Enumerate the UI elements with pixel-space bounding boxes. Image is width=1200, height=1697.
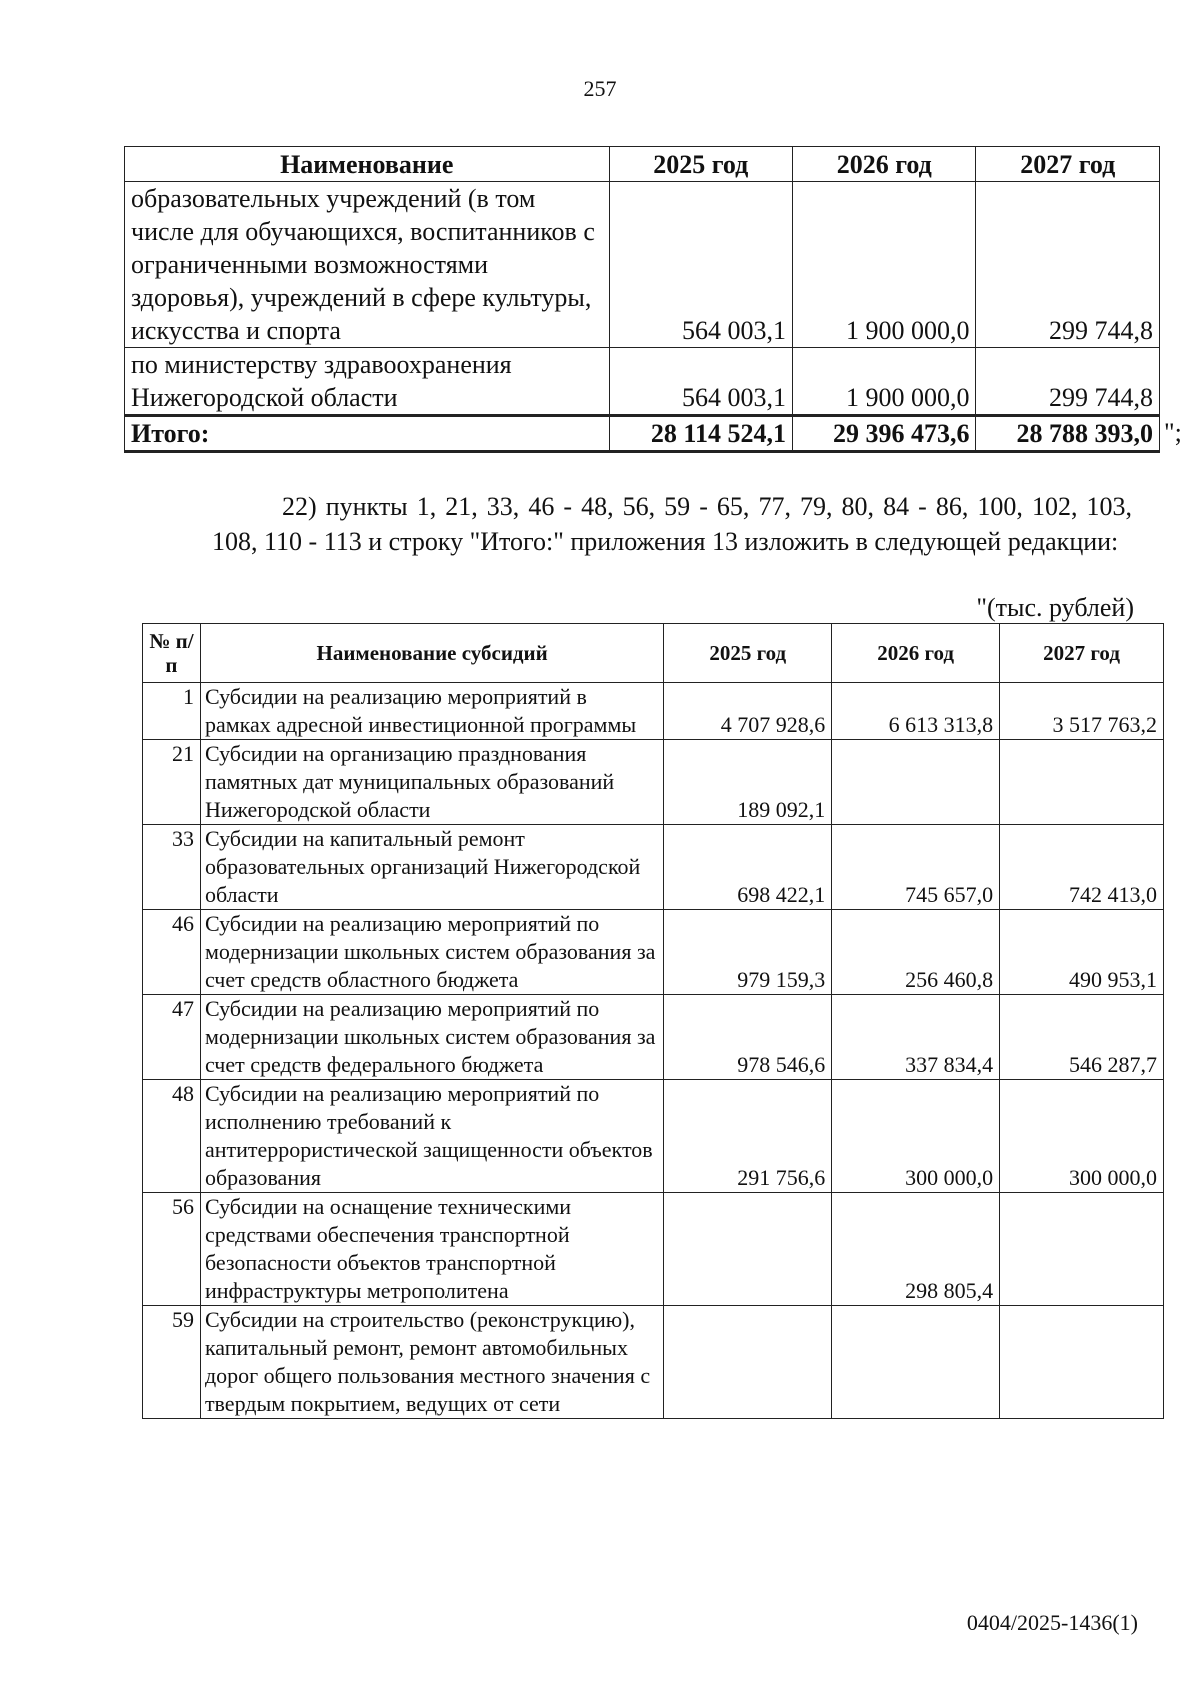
value-2025: 978 546,6 bbox=[664, 995, 832, 1080]
value-2027 bbox=[1000, 1306, 1164, 1419]
value-2027 bbox=[1000, 1193, 1164, 1306]
value-2025: 698 422,1 bbox=[664, 825, 832, 910]
table2-header-row bbox=[143, 624, 1164, 683]
table-row bbox=[143, 1193, 1164, 1306]
units-label: "(тыс. рублей) bbox=[976, 593, 1134, 622]
header-2025: 2025 год bbox=[609, 147, 792, 182]
total-2026: 29 396 473,6 bbox=[792, 416, 975, 452]
subsidy-name: Субсидии на капитальный ремонт образовательных организаций Нижегородской области bbox=[200, 825, 663, 910]
value-2026 bbox=[832, 740, 1000, 825]
table-row bbox=[143, 740, 1164, 825]
table-row bbox=[143, 825, 1164, 910]
value-2026: 745 657,0 bbox=[832, 825, 1000, 910]
closing-quote: "; bbox=[1164, 418, 1182, 447]
subsidy-name: Субсидии на организацию празднования памятных дат муниципальных образований Нижегородской области bbox=[200, 740, 663, 825]
value-2027: 546 287,7 bbox=[1000, 995, 1164, 1080]
total-row bbox=[125, 416, 1160, 452]
row-name: по министерству здравоохранения Нижегородской области bbox=[125, 348, 610, 416]
header-subsidy-name: Наименование субсидий bbox=[200, 624, 663, 683]
subsidy-name: Субсидии на оснащение техническими средствами обеспечения транспортной безопасности объектов транспортной инфраструктуры метрополитена bbox=[200, 1193, 663, 1306]
table-continuation bbox=[124, 146, 1160, 453]
subsidies-table bbox=[142, 623, 1164, 1419]
value-2025: 564 003,1 bbox=[609, 182, 792, 348]
table-row bbox=[125, 182, 1160, 348]
header-no: № п/п bbox=[143, 624, 201, 683]
value-2027: 490 953,1 bbox=[1000, 910, 1164, 995]
value-2027: 742 413,0 bbox=[1000, 825, 1164, 910]
header-2027: 2027 год bbox=[1000, 624, 1164, 683]
document-code: 0404/2025-1436(1) bbox=[966, 1610, 1138, 1635]
header-2027: 2027 год bbox=[976, 147, 1160, 182]
value-2025: 189 092,1 bbox=[664, 740, 832, 825]
table-row bbox=[125, 348, 1160, 416]
value-2026: 1 900 000,0 bbox=[792, 348, 975, 416]
value-2026 bbox=[832, 1306, 1000, 1419]
table-row bbox=[143, 910, 1164, 995]
row-name: образовательных учреждений (в том числе для обучающихся, воспитанников с ограниченными возможностями здоровья), учреждений в сфере культуры, искусства и спорта bbox=[125, 182, 610, 348]
subsidy-name: Субсидии на строительство (реконструкцию), капитальный ремонт, ремонт автомобильных дорог общего пользования местного значения с твердым покрытием, ведущих от сети bbox=[200, 1306, 663, 1419]
total-2027: 28 788 393,0 bbox=[976, 416, 1160, 452]
value-2025 bbox=[664, 1306, 832, 1419]
value-2026: 1 900 000,0 bbox=[792, 182, 975, 348]
row-number: 59 bbox=[143, 1306, 201, 1419]
value-2025 bbox=[664, 1193, 832, 1306]
header-2025: 2025 год bbox=[664, 624, 832, 683]
value-2025: 291 756,6 bbox=[664, 1080, 832, 1193]
value-2026: 337 834,4 bbox=[832, 995, 1000, 1080]
table-row bbox=[143, 1306, 1164, 1419]
value-2025: 4 707 928,6 bbox=[664, 683, 832, 740]
subsidy-name: Субсидии на реализацию мероприятий по модернизации школьных систем образования за счет средств федерального бюджета bbox=[200, 995, 663, 1080]
value-2027: 300 000,0 bbox=[1000, 1080, 1164, 1193]
header-2026: 2026 год bbox=[792, 147, 975, 182]
page-number: 257 bbox=[583, 76, 617, 101]
table1-header-row bbox=[125, 147, 1160, 182]
row-number: 1 bbox=[143, 683, 201, 740]
row-number: 46 bbox=[143, 910, 201, 995]
total-label: Итого: bbox=[125, 416, 610, 452]
amendment-paragraph bbox=[212, 489, 1132, 559]
subsidy-name: Субсидии на реализацию мероприятий в рамках адресной инвестиционной программы bbox=[200, 683, 663, 740]
subsidy-name: Субсидии на реализацию мероприятий по исполнению требований к антитеррористической защищенности объектов образования bbox=[200, 1080, 663, 1193]
value-2027: 299 744,8 bbox=[976, 182, 1160, 348]
paragraph-text: 22) пункты 1, 21, 33, 46 - 48, 56, 59 - 65, 77, 79, 80, 84 - 86, 100, 102, 103, 108, 110 - 113 и строку "Итого:" приложения 13 изложить в следующей редакции: bbox=[212, 492, 1132, 556]
value-2027: 3 517 763,2 bbox=[1000, 683, 1164, 740]
row-number: 21 bbox=[143, 740, 201, 825]
row-number: 47 bbox=[143, 995, 201, 1080]
subsidy-name: Субсидии на реализацию мероприятий по модернизации школьных систем образования за счет средств областного бюджета bbox=[200, 910, 663, 995]
value-2026: 256 460,8 bbox=[832, 910, 1000, 995]
row-number: 48 bbox=[143, 1080, 201, 1193]
value-2025: 979 159,3 bbox=[664, 910, 832, 995]
table-row bbox=[143, 1080, 1164, 1193]
value-2027 bbox=[1000, 740, 1164, 825]
table-row bbox=[143, 995, 1164, 1080]
header-2026: 2026 год bbox=[832, 624, 1000, 683]
value-2026: 298 805,4 bbox=[832, 1193, 1000, 1306]
value-2026: 6 613 313,8 bbox=[832, 683, 1000, 740]
table-row bbox=[143, 683, 1164, 740]
value-2027: 299 744,8 bbox=[976, 348, 1160, 416]
row-number: 33 bbox=[143, 825, 201, 910]
total-2025: 28 114 524,1 bbox=[609, 416, 792, 452]
row-number: 56 bbox=[143, 1193, 201, 1306]
value-2025: 564 003,1 bbox=[609, 348, 792, 416]
value-2026: 300 000,0 bbox=[832, 1080, 1000, 1193]
header-name: Наименование bbox=[125, 147, 610, 182]
